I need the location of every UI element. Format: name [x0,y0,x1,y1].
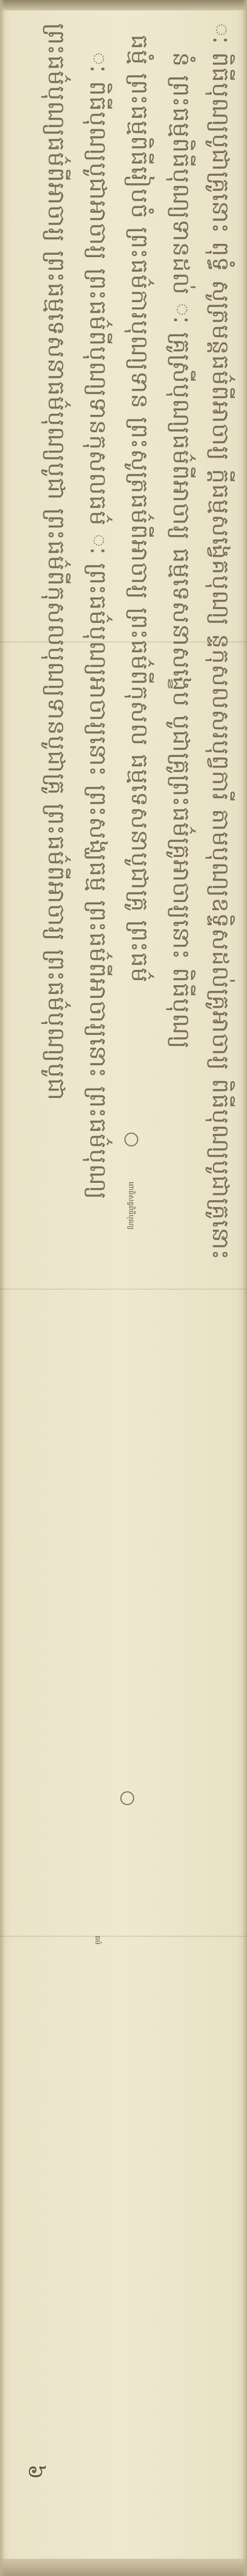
folio-number: ៦ [24,2464,47,2480]
fold-line [0,1936,247,1937]
leaf-top-edge [0,0,247,10]
manuscript-line-2: នំ ព្រះធម្មពិធីបុណ្យទានដល់ ៈ គ្រូស្រីបុណ្យធម៌ពីអាចារ្យ ធម្មទេសនាសង្ខេប បូជាគ្រូព្រះធម៌គ្រូអាចារ្យនោះ ពិធីបុណ្យ [168,52,194,1049]
leaf-left-edge [0,0,5,2576]
leaf-bottom-edge [0,2559,247,2576]
manuscript-line-3: ធម្មំ ព្រះធម្មពិធីរៀបចំ ព្រះធម៌ការបុណ្យទាន ព្រះសូត្រធម៌ពីអាចារ្យ ព្រះធម៌ពីកុសល ធម្មទេសនាបូជាគ្រូ ព្រះធម៌ [126,35,153,983]
manuscript-line-5: ព្រះធម៌បុណ្យធម៌ពីអាចារ្យ ព្រះធម្មទេសនាធម៌បុណ្យបូជា ព្រះធម៌ពីកុសលបុណ្យទានបូជាគ្រូ ព្រះធម៌ពីអាចារ្យ ព្រះធម៌បុណ្យបូជា [43,23,69,1101]
manuscript-line-4: ៈ ពិធីបុណ្យបូជាអាចារ្យ ព្រះធម៌ពីបុណ្យទានកុសលធម៌ ៈ ព្រះធម៌បុណ្យអាចារ្យនោះ ព្រះសង្ឃធម្ម ព្រះធម៌ពីអាចារ្យនោះ ព្រះធម៌បុណ្យ [84,52,111,1200]
leaf-right-edge [242,0,247,2576]
circle-punctuation-mark [124,1133,138,1146]
manuscript-line-1: ៈ ពិធីបុណ្យបូជាគ្រូនោះ ពុទ្ធំ សូត្រមន្តធម៌ពីអាចារ្យ ក្តីធម្មសង្វេគបុណ្យ ន្ទកុសលសរបុព្វការី តាមបុណ្យឧទ្ទិសដល់គ្រូអាចារ្យ ពិធីបុណ្យបូជាគ្រូនោះ [207,23,234,1260]
interlinear-gloss: ពោធិសត្វពិធីបុណ្យ [127,1182,135,1230]
fold-line [0,1289,247,1290]
circle-punctuation-mark [120,1791,134,1805]
interlinear-gloss: ធម៌ [94,1936,102,1945]
